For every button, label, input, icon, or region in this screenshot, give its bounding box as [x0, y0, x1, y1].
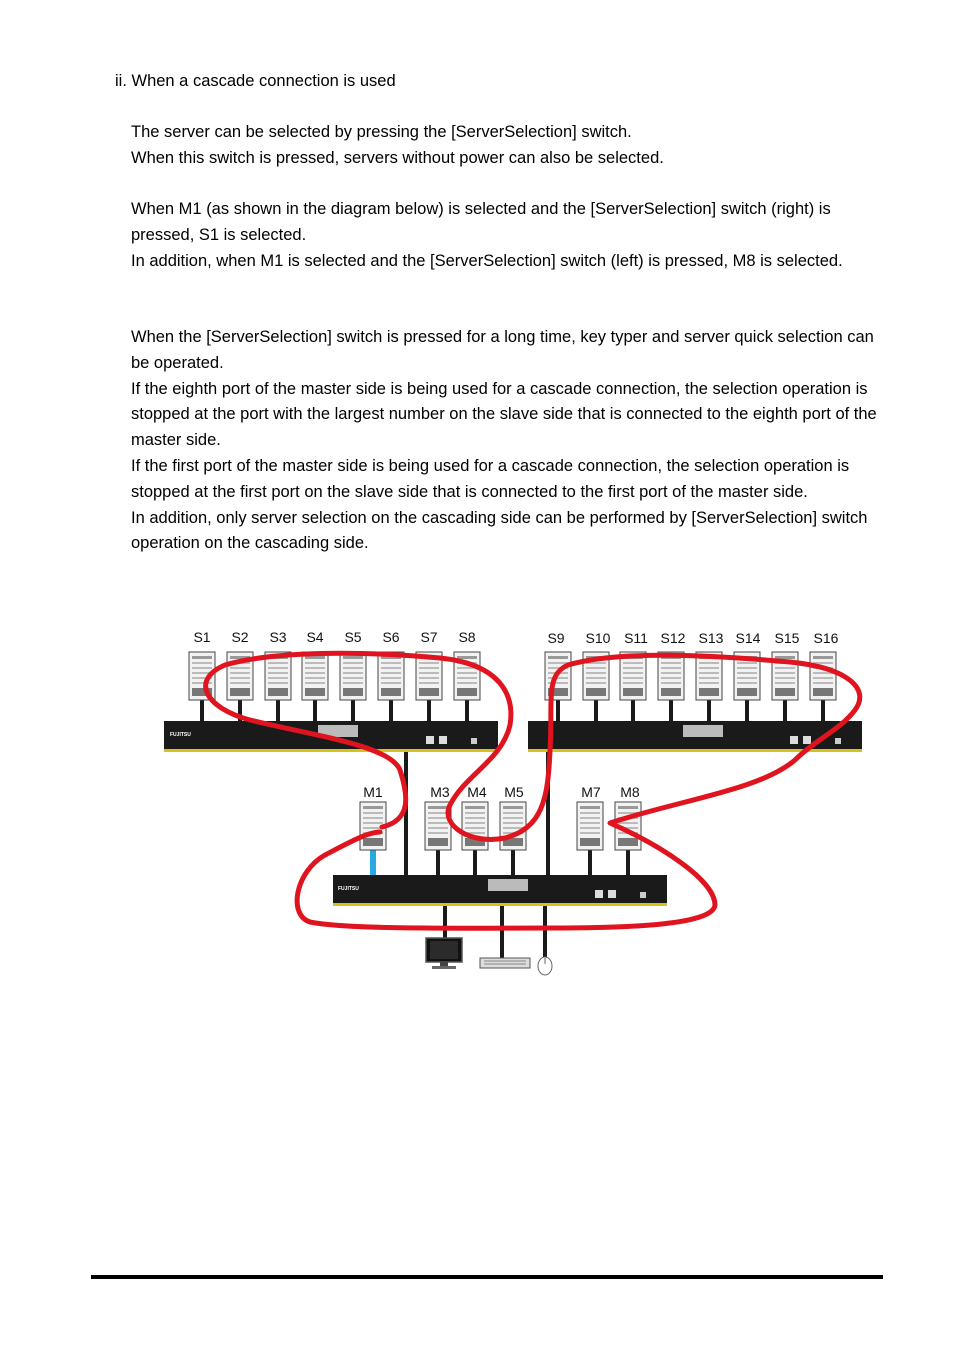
server-label: S6	[382, 629, 400, 645]
monitor-icon	[426, 938, 462, 969]
server-label: M3	[430, 784, 450, 800]
server-label: S8	[458, 629, 476, 645]
paragraph-3	[131, 325, 881, 557]
cascade-connection-diagram	[150, 620, 870, 980]
paragraph-line: The server can be selected by pressing the [ServerSelection] switch.	[131, 123, 632, 141]
paragraph-line: If the first port of the master side is being used for a cascade connection, the selection operation is stopped at the first port on the slave side that is connected to the first port of the master side.	[131, 456, 850, 501]
server-label: S7	[420, 629, 438, 645]
server-label: S12	[660, 630, 686, 646]
server-label: S3	[269, 629, 287, 645]
server-label: S14	[735, 630, 761, 646]
paragraph-2	[131, 197, 881, 274]
paragraph-line: When the [ServerSelection] switch is pressed for a long time, key typer and server quick selection can be operated.	[131, 328, 874, 372]
keyboard-icon	[480, 958, 530, 968]
server-label: S13	[698, 630, 724, 646]
server-label: S10	[585, 630, 611, 646]
footer-rule	[91, 1275, 883, 1279]
brand-logo: FUJITSU	[170, 732, 191, 738]
server-label: M1	[363, 784, 383, 800]
server-label: S2	[231, 629, 249, 645]
server-label: M8	[620, 784, 640, 800]
server-label: M5	[504, 784, 524, 800]
paragraph-1	[131, 120, 881, 172]
server-label: S9	[547, 630, 565, 646]
server-label: M7	[581, 784, 601, 800]
section-heading: ii. When a cascade connection is used	[115, 72, 396, 90]
paragraph-line: When this switch is pressed, servers without power can also be selected.	[131, 148, 664, 167]
server-label: S11	[624, 630, 648, 646]
mouse-icon	[538, 957, 552, 975]
paragraph-line: In addition, when M1 is selected and the [ServerSelection] switch (left) is pressed, M8 is selected.	[131, 251, 843, 270]
paragraph-line: When M1 (as shown in the diagram below) is selected and the [ServerSelection] switch (right) is pressed, S1 is selected.	[131, 200, 831, 244]
server-label: S5	[344, 629, 362, 645]
paragraph-line: If the eighth port of the master side is being used for a cascade connection, the selection operation is stopped at the port with the largest number on the slave side that is connected to the eighth port of the master side.	[131, 379, 877, 450]
server-label: S16	[813, 630, 839, 646]
kvm-switch-master	[333, 875, 667, 906]
paragraph-line: In addition, only server selection on the cascading side can be performed by [ServerSelection] switch operation on the cascading side.	[131, 508, 868, 553]
server-label: M4	[467, 784, 487, 800]
server-label: S15	[774, 630, 800, 646]
server-label: S4	[306, 629, 324, 645]
server-label: S1	[193, 629, 211, 645]
brand-logo: FUJITSU	[338, 886, 359, 892]
